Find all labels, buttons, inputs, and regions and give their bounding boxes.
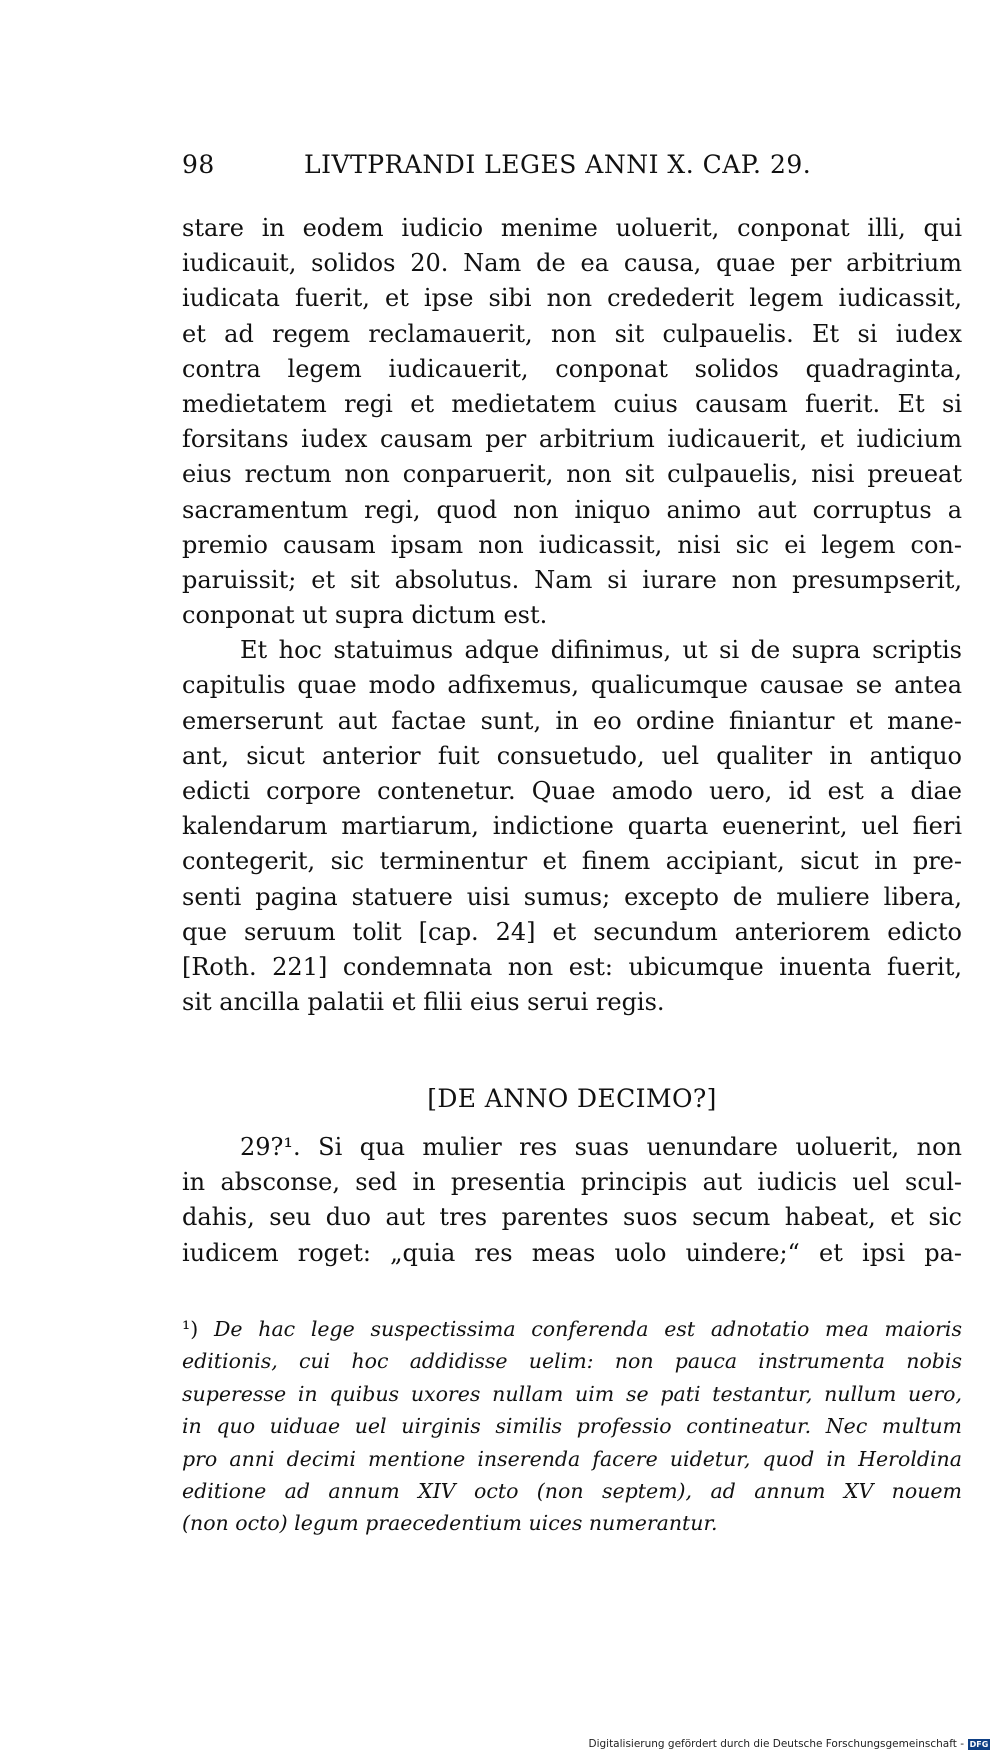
section-heading: [DE ANNO DECIMO?] (427, 1084, 717, 1113)
text-line: ant, sicut anterior fuit consuetudo, uel qualiter in antiquo (182, 741, 962, 770)
digitization-credit (588, 1737, 990, 1751)
text-line: premio causam ipsam non iudicassit, nisi sic ei legem con- (182, 530, 962, 559)
text-line: dahis, seu duo aut tres parentes suos secum habeat, et sic (182, 1203, 962, 1232)
page-number: 98 (182, 150, 215, 179)
text-line: senti pagina statuere uisi sumus; excepto de muliere libera, (182, 882, 962, 911)
text-line: medietatem regi et medietatem cuius causam fuerit. Et si (182, 389, 962, 418)
text-line: paruissit; et sit absolutus. Nam si iurare non presumpserit, (182, 565, 962, 594)
running-title: LIVTPRANDI LEGES ANNI X. CAP. 29. (304, 150, 812, 179)
text-line: stare in eodem iudicio menime uoluerit, conponat illi, qui (182, 214, 962, 242)
text-line: [Roth. 221] condemnata non est: ubicumque inuenta fuerit, (182, 952, 962, 981)
text-line: iudicem roget: „quia res meas uolo uindere;“ et ipsi pa- (182, 1238, 962, 1267)
text-line: eius rectum non conparuerit, non sit culpauelis, nisi preueat (182, 460, 962, 489)
footnote-line: superesse in quibus uxores nullam uim se pati testantur, nullum uero, (182, 1381, 962, 1406)
dfg-logo-icon: DFG (969, 1739, 989, 1749)
text-line: in absconse, sed in presentia principis aut iudicis uel scul- (182, 1168, 962, 1197)
text-line: contegerit, sic terminentur et finem accipiant, sicut in pre- (182, 847, 962, 876)
text-line: capitulis quae modo adfixemus, qualicumque causae se antea (182, 671, 962, 700)
text-line: que seruum tolit [cap. 24] et secundum anteriorem edicto (182, 917, 962, 946)
footnote (182, 1313, 962, 1540)
footnote-line: De hac lege suspectissima conferenda est adnotatio mea maioris (213, 1317, 962, 1341)
law-text (182, 1130, 962, 1271)
text-line: contra legem iudicauerit, conponat solidos quadraginta, (182, 354, 962, 383)
text-line: iudicauit, solidos 20. Nam de ea causa, quae per arbitrium (182, 249, 962, 278)
text-line: iudicata fuerit, et ipse sibi non credederit legem iudicassit, (182, 284, 962, 313)
text-line: Et hoc statuimus adque difinimus, ut si de supra scriptis (240, 636, 962, 665)
text-line: emerserunt aut factae sunt, in eo ordine finiantur et mane- (182, 706, 962, 735)
text-line: Si qua mulier res suas uenundare uoluerit, non (318, 1133, 962, 1161)
body-text (182, 211, 962, 1020)
footnote-line: pro anni decimi mentione inserenda facere uidetur, quod in Heroldina (182, 1446, 962, 1471)
footnote-line: (non octo) legum praecedentium uices numerantur. (182, 1511, 718, 1536)
footnote-marker: ¹) (182, 1317, 199, 1341)
footnote-line: editionis, cui hoc addidisse uelim: non pauca instrumenta nobis (182, 1349, 962, 1374)
text-line: forsitans iudex causam per arbitrium iudicauerit, et iudicium (182, 425, 962, 454)
text-line: edicti corpore contenetur. Quae amodo uero, id est a diae (182, 777, 962, 805)
footnote-line: in quo uiduae uel uirginis similis professio contineatur. Nec multum (182, 1414, 962, 1439)
text-line: conponat ut supra dictum est. (182, 601, 548, 630)
credit-text: Digitalisierung gefördert durch die Deutsche Forschungsgemeinschaft - (588, 1738, 964, 1750)
text-line: et ad regem reclamauerit, non sit culpauelis. Et si iudex (182, 319, 962, 348)
running-head (182, 147, 832, 183)
footnote-first-line (182, 1313, 962, 1345)
law-first-line (182, 1130, 962, 1165)
footnote-line: editione ad annum XIV octo (non septem), ad annum XV nouem (182, 1478, 962, 1503)
text-line: kalendarum martiarum, indictione quarta euenerint, uel fieri (182, 812, 962, 841)
law-number: 29?¹. (240, 1133, 301, 1161)
text-line: sit ancilla palatii et filii eius serui regis. (182, 988, 665, 1017)
text-line: sacramentum regi, quod non iniquo animo aut corruptus a (182, 495, 962, 524)
